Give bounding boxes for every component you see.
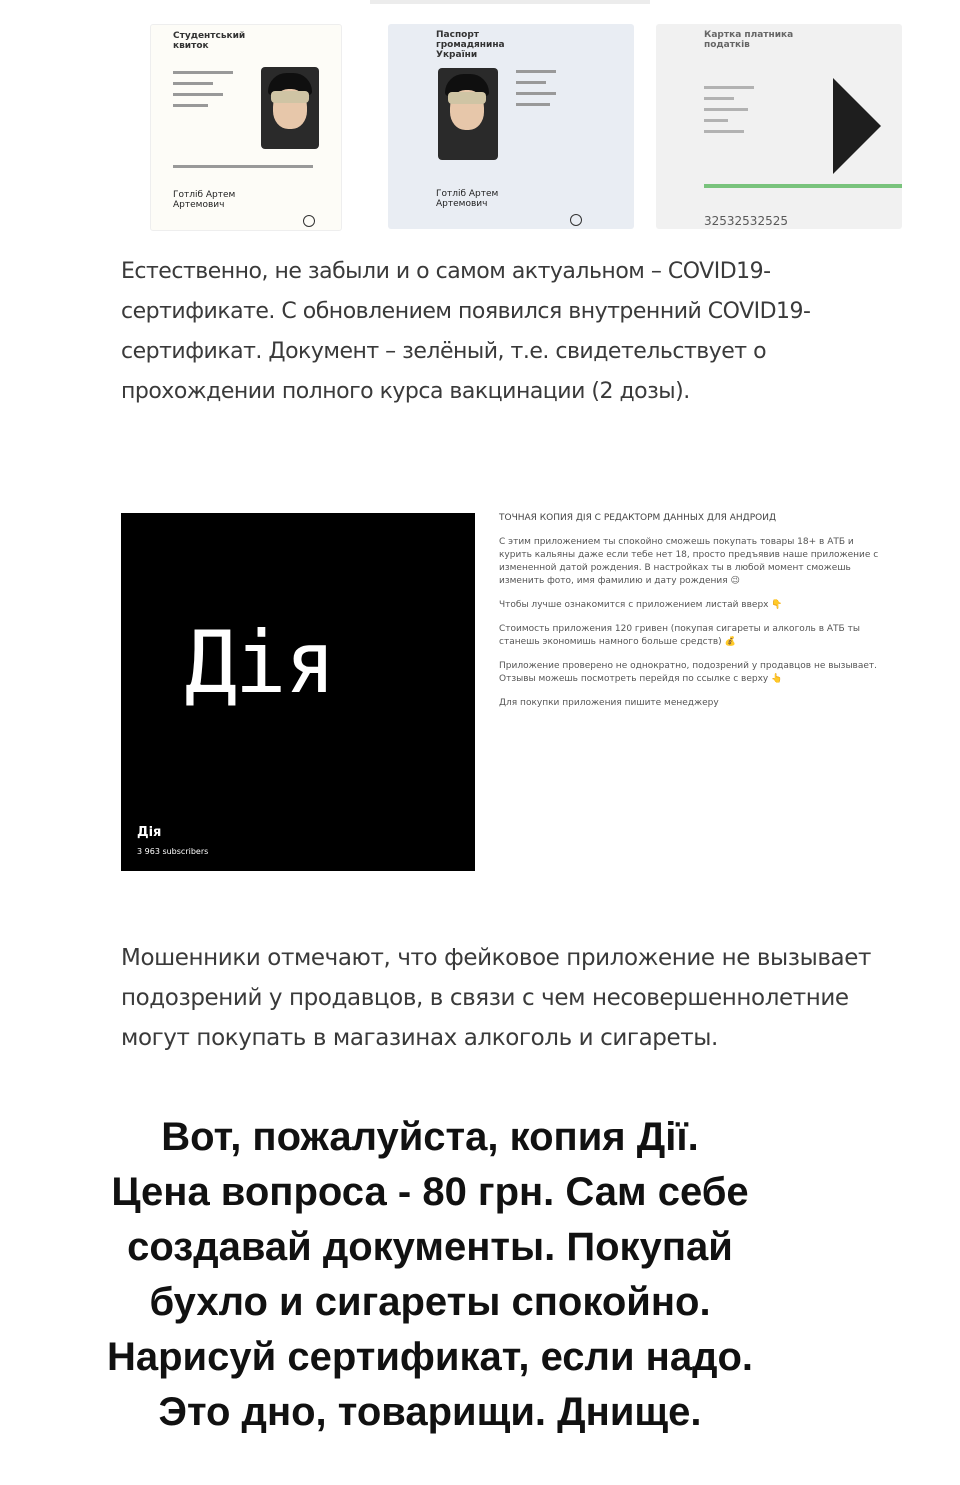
tax-card-title: Картка платника податків (704, 30, 794, 50)
eye-icon[interactable] (303, 215, 315, 227)
caption-line: бухло и сигареты спокойно. (149, 1280, 711, 1324)
passport-card-title: Паспорт громадянина України (436, 30, 505, 60)
caption-line: Вот, пожалуйста, копия Дії. (161, 1115, 699, 1159)
diia-logo: Дія (185, 613, 335, 713)
top-bar (370, 0, 650, 4)
ad-description (499, 512, 884, 721)
ad-paragraph: С этим приложением ты спокойно сможешь покупать товары 18+ в АТБ и курить кальяны даже если тебе нет 18, просто предъявив наше приложение с измененной датой рождения. В настройках ты в любой момент сможешь изменить фото, имя фамилию и дату рождения 😉 (499, 537, 879, 586)
caption-line: Это дно, товарищи. Днище. (158, 1390, 702, 1434)
student-card[interactable] (150, 24, 342, 231)
ad-title: ТОЧНАЯ КОПИЯ ДІЯ С РЕДАКТОРМ ДАННЫХ ДЛЯ АНДРОИД (499, 513, 776, 523)
subscriber-count: 3 963 subscribers (137, 847, 209, 856)
ad-paragraph: Стоимость приложения 120 гривен (покупая сигареты и алкоголь в АТБ ты станешь экономишь намного больше средств) 💰 (499, 624, 860, 647)
caption-line: Цена вопроса - 80 грн. Сам себе (111, 1170, 749, 1214)
ad-paragraph: Приложение проверено не однократно, подозрений у продавцов не вызывает. Отзывы можешь посмотреть перейдя по ссылке с верху 👆 (499, 661, 878, 684)
student-card-title: Студентський квиток (173, 31, 246, 51)
ad-paragraph: Для покупки приложения пишите менеджеру (499, 698, 719, 708)
passport-card-name: Готліб Артем Артемович (436, 189, 499, 209)
diia-channel-tile[interactable] (121, 513, 475, 871)
passport-photo (438, 68, 498, 160)
passport-card-lines (516, 70, 556, 114)
article-paragraph-1: Естественно, не забыли и о самом актуальном – COVID19-сертификате. С обновлением появился внутренний COVID19-сертификат. Документ – зелёный, т.е. свидетельствует о прохождении полного курса вакцинации (2 дозы). (121, 259, 811, 404)
eye-icon[interactable] (570, 214, 582, 226)
ad-paragraph: Чтобы лучше ознакомится с приложением листай вверх 👇 (499, 600, 783, 610)
student-card-name: Готліб Артем Артемович (173, 190, 236, 210)
student-photo (261, 67, 319, 149)
passport-card[interactable] (388, 24, 634, 229)
play-icon[interactable] (833, 78, 881, 174)
caption-line: Нарисуй сертификат, если надо. (106, 1335, 753, 1379)
caption-line: создавай документы. Покупай (127, 1225, 733, 1269)
student-card-lines (173, 71, 233, 115)
meme-caption (0, 1110, 860, 1440)
tax-number: 32532532525 (704, 214, 788, 228)
article-paragraph-2: Мошенники отмечают, что фейковое приложение не вызывает подозрений у продавцов, в связи с чем несовершеннолетние могут покупать в магазинах алкоголь и сигареты. (121, 945, 871, 1051)
channel-name: Дія (137, 825, 162, 840)
